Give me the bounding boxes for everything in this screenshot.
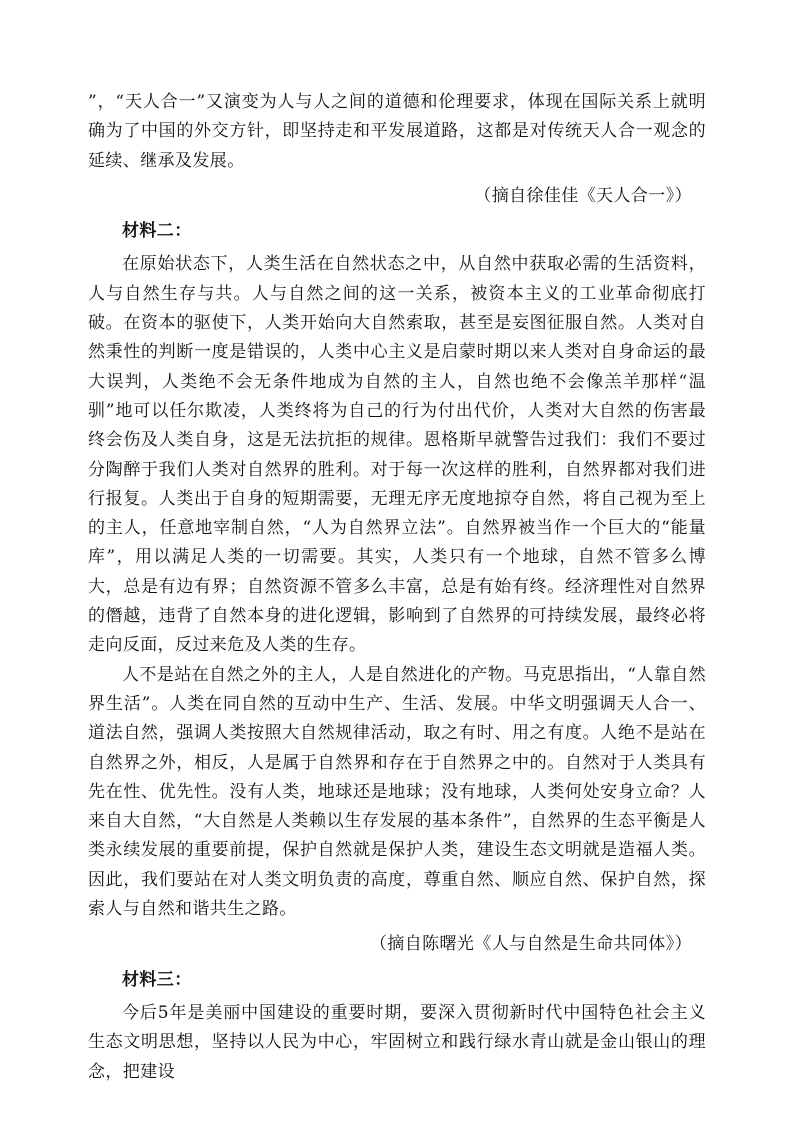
paragraph-continuation: ”，“天人合一”又演变为人与人之间的道德和伦理要求，体现在国际关系上就明确为了中国的外交方针，即坚持走和平发展道路，这都是对传统天人合一观念的延续、继承及发展。 xyxy=(88,92,706,171)
material-2-paragraph-1: 在原始状态下，人类生活在自然状态之中，从自然中获取必需的生活资料，人与自然生存与共。人与自然之间的这一关系，被资本主义的工业革命彻底打破。在资本的驱使下，人类开始向大自然索取，甚至是妄图征服自然。人类对自然秉性的判断一度是错误的，人类中心主义是启蒙时期以来人类对自身命运的最大误判，人类绝不会无条件地成为自然的主人，自然也绝不会像羔羊那样“温驯”地可以任尔欺凌，人类终将为自己的行为付出代价，人类对大自然的伤害最终会伤及人类自身，这是无法抗拒的规律。恩格斯早就警告过我们：我们不要过分陶醉于我们人类对自然界的胜利。对于每一次这样的胜利，自然界都对我们进行报复。人类出于自身的短期需要，无理无序无度地掠夺自然，将自己视为至上的主人，任意地宰制自然，“人为自然界立法”。自然界被当作一个巨大的“能量库”，用以满足人类的一切需要。其实，人类只有一个地球，自然不管多么博大，总是有边有界；自然资源不管多么丰富，总是有始有终。经济理性对自然界的僭越，违背了自然本身的进化逻辑，影响到了自然界的可持续发展，最终必将走向反面，反过来危及人类的生存。 xyxy=(88,254,706,656)
material-3-paragraph-1: 今后5年是美丽中国建设的重要时期，要深入贯彻新时代中国特色社会主义生态文明思想，坚持以人民为中心，牢固树立和践行绿水青山就是金山银山的理念，把建设 xyxy=(88,1002,706,1082)
material-3-heading: 材料三： xyxy=(122,969,192,990)
source-citation-1: （摘自徐佳佳《天人合一》） xyxy=(474,185,692,206)
document-body xyxy=(88,88,706,1087)
material-2-paragraph-2: 人不是站在自然之外的主人，人是自然进化的产物。马克思指出，“人靠自然界生活”。人类在同自然的互动中生产、生活、发展。中华文明强调天人合一、道法自然，强调人类按照大自然规律活动，取之有时、用之有度。人绝不是站在自然界之外，相反，人是属于自然界和存在于自然界之中的。自然对于人类具有先在性、优先性。没有人类，地球还是地球；没有地球，人类何处安身立命？人来自大自然，“大自然是人类赖以生存发展的基本条件”，自然界的生态平衡是人类永续发展的重要前提，保护自然就是保护人类，建设生态文明就是造福人类。因此，我们要站在对人类文明负责的高度，尊重自然、顺应自然、保护自然，探索人与自然和谐共生之路。 xyxy=(88,664,706,920)
source-citation-2: （摘自陈曙光《人与自然是生命共同体》） xyxy=(369,934,692,955)
material-2-heading: 材料二： xyxy=(122,221,192,242)
